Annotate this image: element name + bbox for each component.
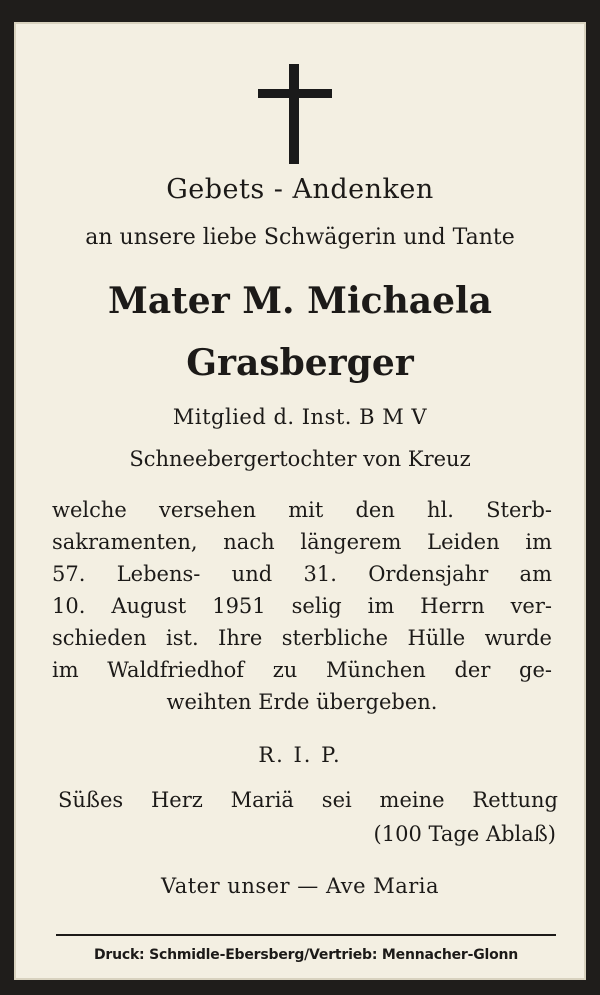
obituary-line: sakramenten, nach längerem Leiden im	[52, 530, 552, 554]
obituary-text	[52, 494, 552, 718]
card-title: Gebets - Andenken	[166, 174, 434, 205]
rip-text: R. I. P.	[258, 743, 342, 767]
origin-line: Schneebergertochter von Kreuz	[129, 447, 471, 471]
deceased-name-line2: Grasberger	[186, 342, 414, 384]
obituary-line: 10. August 1951 selig im Herrn ver-	[52, 594, 552, 618]
cross-icon	[258, 64, 332, 164]
card-subtitle: an unsere liebe Schwägerin und Tante	[85, 225, 515, 250]
obituary-line: im Waldfriedhof zu München der ge-	[52, 658, 552, 682]
printer-credit: Druck: Schmidle-Ebersberg/Vertrieb: Mennacher-Glonn	[93, 947, 519, 963]
obituary-line: schieden ist. Ihre sterbliche Hülle wurde	[52, 626, 552, 650]
prayer-line: Süßes Herz Mariä sei meine Rettung	[58, 788, 558, 812]
deceased-name-line1: Mater M. Michaela	[108, 280, 492, 322]
closing-prayer: Vater unser — Ave Maria	[160, 874, 440, 898]
divider	[56, 934, 556, 936]
obituary-line: welche versehen mit den hl. Sterb-	[52, 498, 552, 522]
membership-line: Mitglied d. Inst. B M V	[172, 405, 428, 429]
obituary-line: weihten Erde übergeben.	[166, 690, 438, 714]
indulgence-line: (100 Tage Ablaß)	[373, 822, 556, 846]
obituary-line: 57. Lebens- und 31. Ordensjahr am	[52, 562, 552, 586]
